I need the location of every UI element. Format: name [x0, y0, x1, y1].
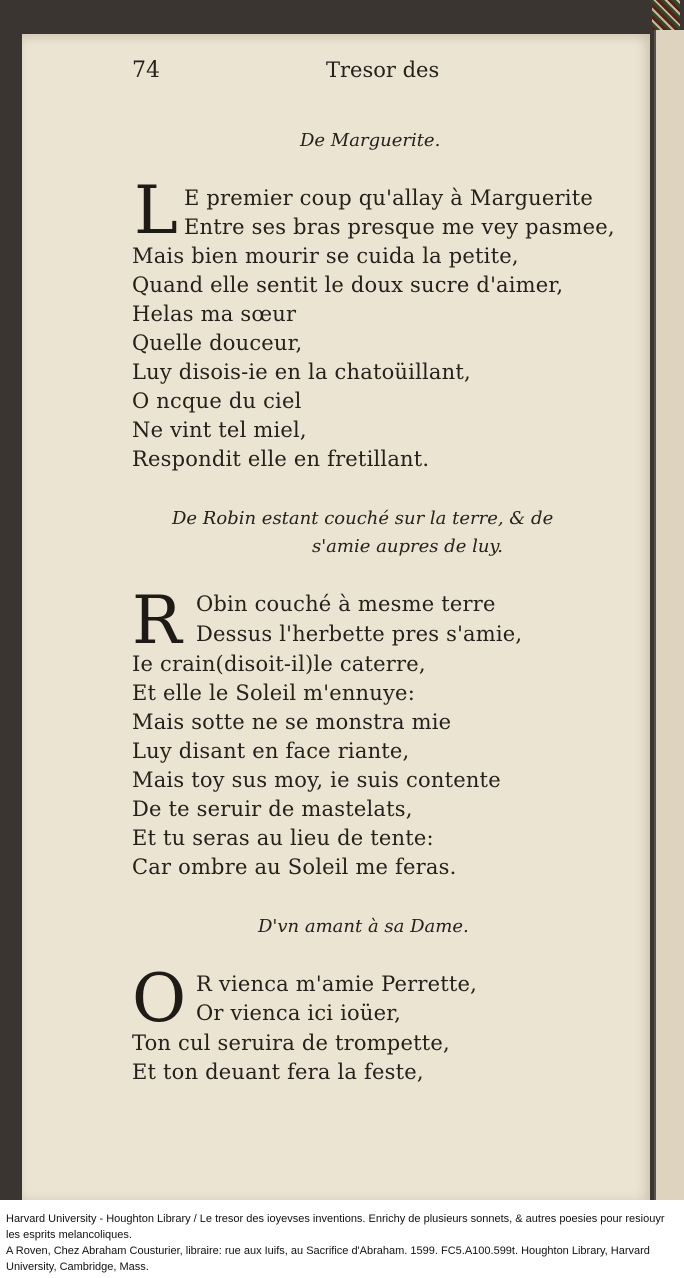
verse-line: Mais bien mourir se cuida la petite, [132, 244, 519, 268]
ribbon-bookmark-icon [652, 0, 680, 30]
verse-line: Obin couché à mesme terre [196, 592, 496, 616]
dropcap-r: R [132, 582, 182, 659]
caption-line-1: Harvard University - Houghton Library / Le tresor des ioyevses inventions. Enrichy de plusieurs sonnets, & autres poesies pour resiouyr les esprits melancoliques. [6, 1213, 665, 1241]
verse-line: Et elle le Soleil m'ennuye: [132, 681, 415, 705]
verse-line: Respondit elle en fretillant. [132, 447, 430, 471]
running-head: Tresor des [326, 58, 440, 82]
page-number: 74 [132, 58, 160, 83]
verse-line: Ne vint tel miel, [132, 418, 307, 442]
verse-line: De te seruir de mastelats, [132, 797, 413, 821]
verse-line: Ton cul seruira de trompette, [132, 1031, 450, 1055]
caption-line-2: A Roven, Chez Abraham Cousturier, libraire: rue aux Iuifs, au Sacrifice d'Abraham. 1599. FC5.A100.599t. Houghton Library, Harvard University, Cambridge, Mass. [6, 1245, 650, 1273]
poem-title-robin-line2: s'amie aupres de luy. [312, 536, 503, 557]
verse-line: Mais sotte ne se monstra mie [132, 710, 452, 734]
poem-title-marguerite: De Marguerite. [300, 130, 441, 151]
dropcap-l: L [134, 172, 178, 249]
verse-line: Mais toy sus moy, ie suis contente [132, 768, 501, 792]
verse-line: Quand elle sentit le doux sucre d'aimer, [132, 273, 564, 297]
poem-title-amant: D'vn amant à sa Dame. [258, 916, 469, 937]
verse-line: Luy disant en face riante, [132, 739, 410, 763]
verse-line: Et tu seras au lieu de tente: [132, 826, 434, 850]
verse-line: Helas ma sœur [132, 302, 297, 326]
dropcap-o: O [132, 960, 187, 1037]
poem-title-robin-line1: De Robin estant couché sur la terre, & de [172, 508, 554, 529]
verse-line: Ie crain(disoit-il)le caterre, [132, 652, 426, 676]
verse-line: Or vienca ici ioüer, [196, 1001, 402, 1025]
verse-line: Luy disois-ie en la chatoüillant, [132, 360, 471, 384]
verse-line: R vienca m'amie Perrette, [196, 972, 478, 996]
verse-line: Car ombre au Soleil me feras. [132, 855, 457, 879]
facing-page-edge [654, 30, 684, 1200]
verse-line: O ncque du ciel [132, 389, 302, 413]
verse-line: Et ton deuant fera la feste, [132, 1060, 424, 1084]
library-caption [6, 1211, 678, 1275]
verse-line: Quelle douceur, [132, 331, 303, 355]
verse-line: Entre ses bras presque me vey pasmee, [184, 215, 615, 239]
verse-line: Dessus l'herbette pres s'amie, [196, 622, 523, 646]
verse-line: E premier coup qu'allay à Marguerite [184, 186, 593, 210]
